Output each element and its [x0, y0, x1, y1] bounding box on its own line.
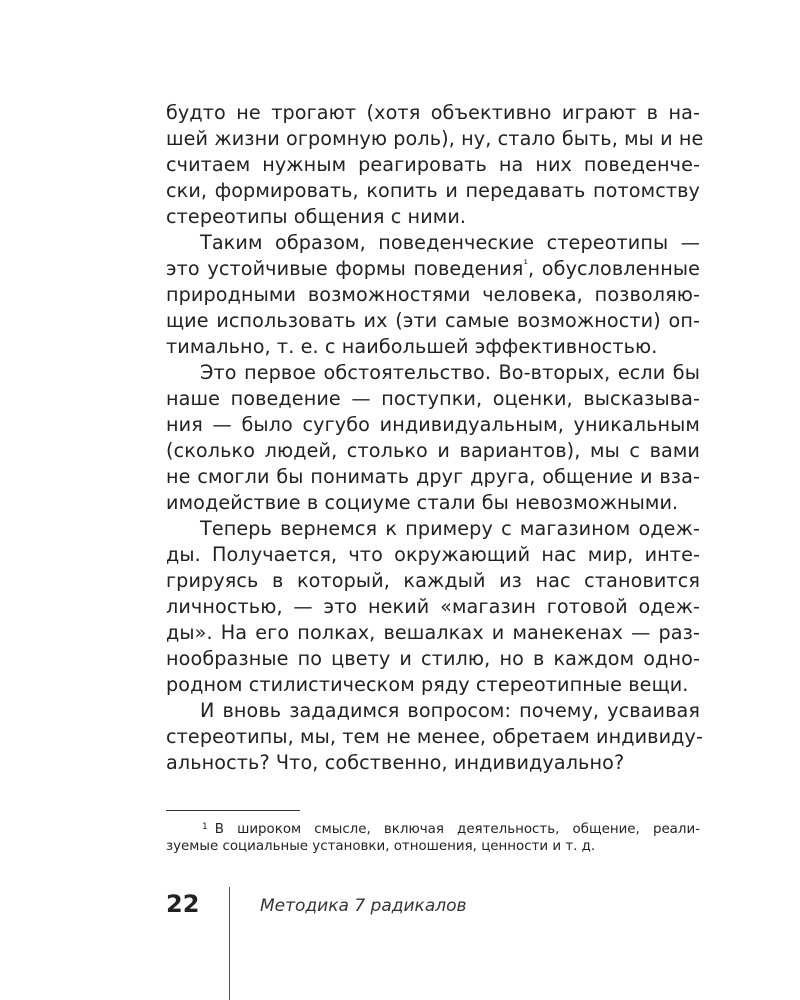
- text-line: грируясь в который, каждый из нас становится: [166, 569, 700, 592]
- text-line: Теперь вернемся к примеру с магазином одеж-: [200, 517, 700, 540]
- text-line: альность? Что, собственно, индивидуально?: [166, 751, 625, 774]
- footnote: [166, 817, 700, 857]
- text-line: И вновь зададимся вопросом: почему, усваивая: [200, 699, 700, 722]
- footnote-line: зуемые социальные установки, отношения, ценности и т. д.: [166, 839, 596, 854]
- text-line: нообразные по цвету и стилю, но в каждом одно-: [166, 647, 700, 670]
- text-line: ды. Получается, что окружающий нас мир, инте-: [166, 543, 700, 566]
- footnote-text: В широком смысле, включая деятельность, общение, реали-: [214, 822, 700, 837]
- text-line: щие использовать их (эти самые возможности) оп-: [166, 309, 700, 332]
- text-line: имодействие в социуме стали бы невозможными.: [166, 491, 679, 514]
- text-line: наше поведение — поступки, оценки, высказыва-: [166, 387, 700, 410]
- text-line: считаем нужным реагировать на них поведенче-: [166, 153, 700, 176]
- text-line: ды». На его полках, вешалках и манекенах — раз-: [166, 621, 700, 644]
- text-line: стереотипы, мы, тем не менее, обретаем индивиду-: [166, 725, 703, 748]
- footnote-divider: [166, 810, 300, 811]
- page-number: 22: [166, 890, 200, 918]
- footnote-mark: 1: [202, 822, 208, 832]
- text-line: Таким образом, поведенческие стереотипы —: [200, 231, 700, 254]
- text-line: родном стилистическом ряду стереотипные вещи.: [166, 673, 689, 696]
- text-line: природными возможностями человека, позволяю-: [166, 283, 700, 306]
- text-line: будто не трогают (хотя объективно играют в на-: [166, 101, 700, 124]
- text-fragment: , обусловленные: [527, 257, 701, 280]
- text-line: личностью, — это некий «магазин готовой одеж-: [166, 595, 700, 618]
- text-line: шей жизни огромную роль), ну, стало быть, мы и не: [166, 127, 704, 150]
- text-fragment: это устойчивые формы поведения: [166, 257, 524, 280]
- text-line: ния — было сугубо индивидуальным, уникальным: [166, 413, 700, 436]
- text-line: не смогли бы понимать друг друга, общение и вза-: [166, 465, 700, 488]
- footnote-ref[interactable]: ¹: [523, 257, 528, 271]
- footnote-line: [166, 817, 700, 837]
- text-line: стереотипы общения с ними.: [166, 205, 467, 228]
- footer-divider: [229, 887, 230, 1000]
- main-text: [166, 100, 704, 776]
- running-head: Методика 7 радикалов: [260, 896, 467, 916]
- text-line-with-footnote-ref: [166, 256, 700, 282]
- text-line: Это первое обстоятельство. Во-вторых, если бы: [200, 361, 700, 384]
- text-line: ски, формировать, копить и передавать потомству: [166, 179, 700, 202]
- text-line: тимально, т. е. с наибольшей эффективностью.: [166, 335, 658, 358]
- text-line: (сколько людей, столько и вариантов), мы с вами: [166, 439, 700, 462]
